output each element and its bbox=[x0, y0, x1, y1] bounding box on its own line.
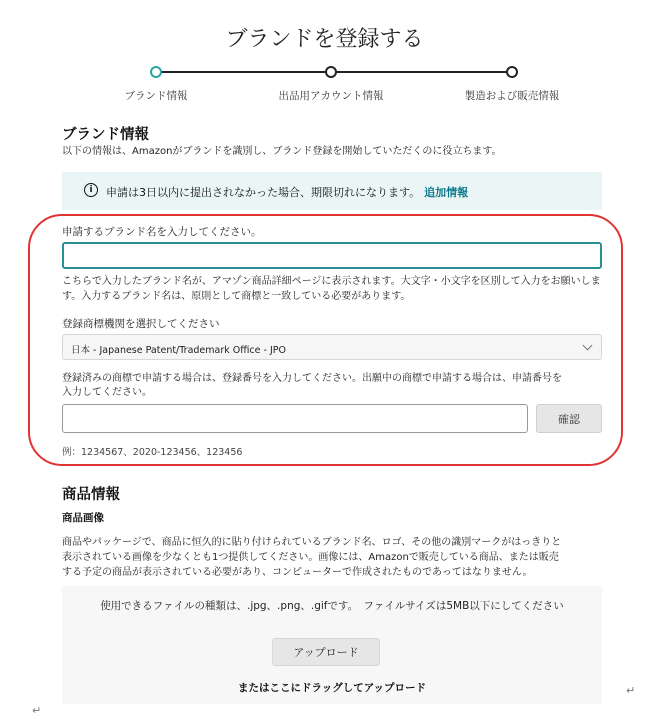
product-image-title: 商品画像 bbox=[62, 512, 104, 524]
more-info-link[interactable]: 追加情報 bbox=[424, 186, 469, 199]
confirm-button[interactable]: 確認 bbox=[536, 404, 602, 433]
product-image-desc-2: 表示されている画像を少なくとも1つ提供してください。画像には、Amazonで販売している商品、または販売 bbox=[62, 552, 559, 563]
brand-section-description: 以下の情報は、Amazonがブランドを識別し、ブランド登録を開始していただくのに役立ちます。 bbox=[62, 146, 502, 157]
trademark-office-select[interactable] bbox=[62, 334, 602, 360]
chevron-down-icon bbox=[583, 341, 593, 351]
trademark-number-label-1: 登録済みの商標で申請する場合は、登録番号を入力してください。出願中の商標で申請する場合は、申請番号を bbox=[62, 373, 562, 384]
return-mark-left: ↵ bbox=[32, 704, 42, 717]
step-dot-manufacturing bbox=[506, 66, 518, 78]
info-icon: i bbox=[84, 183, 98, 197]
product-image-desc-1: 商品やパッケージで、商品に恒久的に貼り付けられているブランド名、ロゴ、その他の識別マークがはっきりと bbox=[62, 537, 562, 548]
alert-message bbox=[106, 184, 468, 200]
brand-name-input[interactable] bbox=[62, 242, 602, 269]
step-dot-seller-account bbox=[325, 66, 337, 78]
brand-section-title: ブランド情報 bbox=[62, 127, 149, 143]
upload-drop-zone[interactable] bbox=[62, 586, 602, 704]
product-section-title: 商品情報 bbox=[62, 487, 120, 503]
step-label-seller-account: 出品用アカウント情報 bbox=[278, 90, 384, 102]
upload-button[interactable]: アップロード bbox=[272, 638, 380, 666]
progress-stepper bbox=[0, 64, 649, 114]
brand-name-help-2: す。入力するブランド名は、原則として商標と一致している必要があります。 bbox=[62, 291, 411, 302]
brand-name-label: 申請するブランド名を入力してください。 bbox=[62, 226, 262, 238]
alert-text: 申請は3日以内に提出されなかった場合、期限切れになります。 bbox=[106, 186, 421, 199]
product-image-desc-3: する予定の商品が表示されている必要があり、コンピューターで作成されたものであってはなりません。 bbox=[62, 567, 533, 578]
upload-file-info: 使用できるファイルの種類は、.jpg、.png、.gifです。 ファイルサイズは5MB以下にしてください bbox=[100, 600, 564, 612]
step-label-manufacturing: 製造および販売情報 bbox=[464, 90, 560, 102]
trademark-office-label: 登録商標機関を選択してください bbox=[62, 318, 220, 330]
trademark-number-label-2: 入力してください。 bbox=[62, 387, 152, 398]
trademark-number-example: 例：1234567、2020-123456、123456 bbox=[62, 447, 243, 458]
expiry-alert bbox=[62, 172, 602, 210]
page-title: ブランドを登録する bbox=[225, 27, 424, 52]
trademark-office-value: 日本 - Japanese Patent/Trademark Office - JPO bbox=[71, 345, 286, 356]
drag-upload-text: またはここにドラッグしてアップロード bbox=[237, 682, 427, 694]
step-dot-brand-info bbox=[150, 66, 162, 78]
return-mark-right: ↵ bbox=[626, 684, 636, 697]
trademark-number-input[interactable] bbox=[62, 404, 528, 433]
step-label-brand-info: ブランド情報 bbox=[124, 90, 188, 102]
brand-name-help-1: こちらで入力したブランド名が、アマゾン商品詳細ページに表示されます。大文字・小文字を区別して入力をお願いしま bbox=[62, 276, 601, 287]
